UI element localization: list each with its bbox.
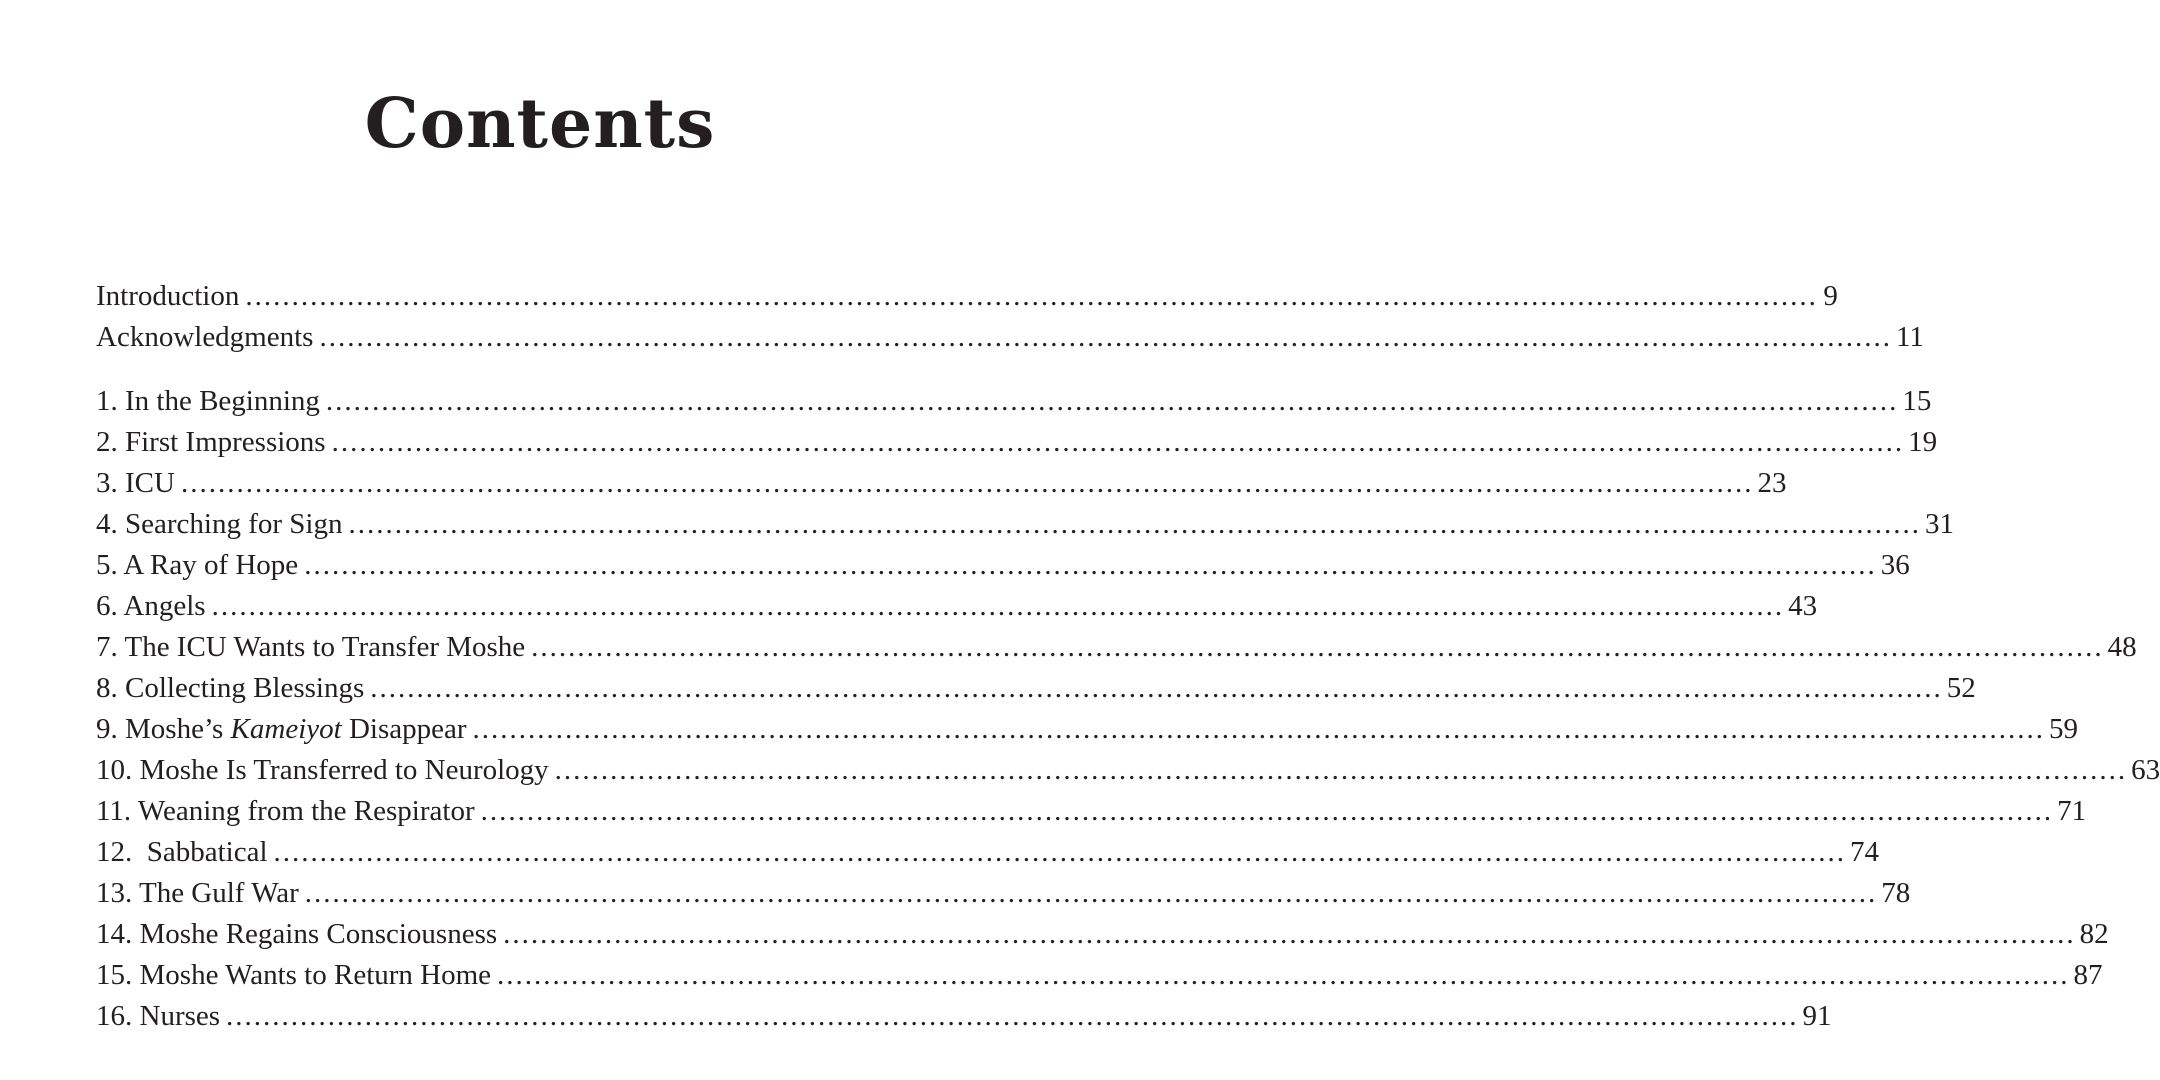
toc-entry-label-part: 9. Moshe’s: [96, 713, 231, 745]
toc-entry-label: Acknowledgments: [96, 321, 314, 353]
dot-leader: ..........................................................................................................................................................................: [226, 1000, 1799, 1032]
toc-entry-page-number: 36: [1880, 549, 1910, 581]
dot-leader: ..........................................................................................................................................................................: [319, 321, 1892, 353]
toc-entry-chapter-16: [96, 996, 1832, 1037]
toc-entry-chapter-2: [96, 422, 1938, 463]
dot-leader: ..........................................................................................................................................................................: [497, 959, 2070, 991]
toc-entry-chapter-4: [96, 504, 1954, 545]
toc-entry-page-number: 59: [2049, 713, 2079, 745]
toc-entry-page-number: 82: [2079, 918, 2109, 950]
dot-leader: ..........................................................................................................................................................................: [331, 426, 1905, 458]
toc-entry-acknowledgments: [96, 317, 1924, 358]
toc-entry-label: 2. First Impressions: [96, 426, 326, 458]
toc-entry-label: 10. Moshe Is Transferred to Neurology: [96, 754, 549, 786]
toc-entry-label: 3. ICU: [96, 467, 175, 499]
toc-entry-page-number: 11: [1895, 321, 1924, 353]
dot-leader: ..........................................................................................................................................................................: [245, 280, 1818, 312]
toc-entry-page-number: 78: [1881, 877, 1911, 909]
toc-entry-label: 12. Sabbatical: [96, 836, 268, 868]
toc-entry-page-number: 71: [2057, 795, 2087, 827]
dot-leader: ..........................................................................................................................................................................: [180, 467, 1754, 499]
toc-entry-page-number: 43: [1788, 590, 1818, 622]
dot-leader: ..........................................................................................................................................................................: [554, 754, 2128, 786]
page-title: Contents: [364, 83, 716, 164]
toc-entry-label: [96, 709, 467, 750]
toc-entry-label: 13. The Gulf War: [96, 877, 299, 909]
toc-entry-label-italic: Kameiyot: [230, 713, 342, 745]
toc-entry-page-number: 91: [1802, 1000, 1832, 1032]
toc-entry-chapter-5: [96, 545, 1910, 586]
toc-entry-label-part: Disappear: [341, 713, 467, 745]
toc-entry-chapter-6: [96, 586, 1818, 627]
dot-leader: ..........................................................................................................................................................................: [273, 836, 1847, 868]
toc-entry-label: 11. Weaning from the Respirator: [96, 795, 475, 827]
table-of-contents: [96, 276, 2160, 1037]
toc-entry-chapter-12: [96, 832, 1880, 873]
toc-entry-chapter-3: [96, 463, 1787, 504]
toc-entry-label: 5. A Ray of Hope: [96, 549, 299, 581]
toc-entry-label: Introduction: [96, 280, 240, 312]
toc-entry-label: 15. Moshe Wants to Return Home: [96, 959, 492, 991]
toc-entry-chapter-9: [96, 709, 2079, 750]
toc-entry-page-number: 9: [1823, 280, 1838, 312]
toc-entry-chapter-10: [96, 750, 2160, 791]
dot-leader: ..........................................................................................................................................................................: [325, 385, 1899, 417]
toc-entry-chapter-8: [96, 668, 1976, 709]
dot-leader: ..........................................................................................................................................................................: [348, 508, 1921, 540]
toc-entry-label: 6. Angels: [96, 590, 206, 622]
toc-entry-page-number: 52: [1946, 672, 1976, 704]
dot-leader: ..........................................................................................................................................................................: [304, 877, 1878, 909]
toc-entry-page-number: 74: [1850, 836, 1880, 868]
toc-entry-chapter-14: [96, 914, 2109, 955]
toc-entry-label: 1. In the Beginning: [96, 385, 320, 417]
toc-entry-introduction: [96, 276, 1838, 317]
toc-entry-label: 7. The ICU Wants to Transfer Moshe: [96, 631, 526, 663]
toc-entry-chapter-13: [96, 873, 1911, 914]
toc-entry-page-number: 15: [1902, 385, 1932, 417]
toc-entry-page-number: 31: [1924, 508, 1954, 540]
toc-entry-chapter-1: [96, 381, 1932, 422]
toc-entry-page-number: 23: [1757, 467, 1787, 499]
toc-entry-chapter-15: [96, 955, 2103, 996]
dot-leader: ..........................................................................................................................................................................: [304, 549, 1877, 581]
dot-leader: ..........................................................................................................................................................................: [531, 631, 2104, 663]
dot-leader: ..........................................................................................................................................................................: [472, 713, 2046, 745]
toc-entry-page-number: 19: [1908, 426, 1938, 458]
toc-entry-page-number: 48: [2107, 631, 2137, 663]
toc-entry-label: 8. Collecting Blessings: [96, 672, 365, 704]
toc-entry-chapter-7: [96, 627, 2137, 668]
toc-entry-label: 16. Nurses: [96, 1000, 221, 1032]
dot-leader: ..........................................................................................................................................................................: [370, 672, 1943, 704]
dot-leader: ..........................................................................................................................................................................: [503, 918, 2076, 950]
toc-entry-page-number: 87: [2073, 959, 2103, 991]
toc-entry-chapter-11: [96, 791, 2087, 832]
dot-leader: ..........................................................................................................................................................................: [480, 795, 2054, 827]
dot-leader: ..........................................................................................................................................................................: [211, 590, 1785, 622]
toc-entry-label: 4. Searching for Sign: [96, 508, 343, 540]
toc-entry-label: 14. Moshe Regains Consciousness: [96, 918, 498, 950]
toc-entry-page-number: 63: [2131, 754, 2160, 786]
